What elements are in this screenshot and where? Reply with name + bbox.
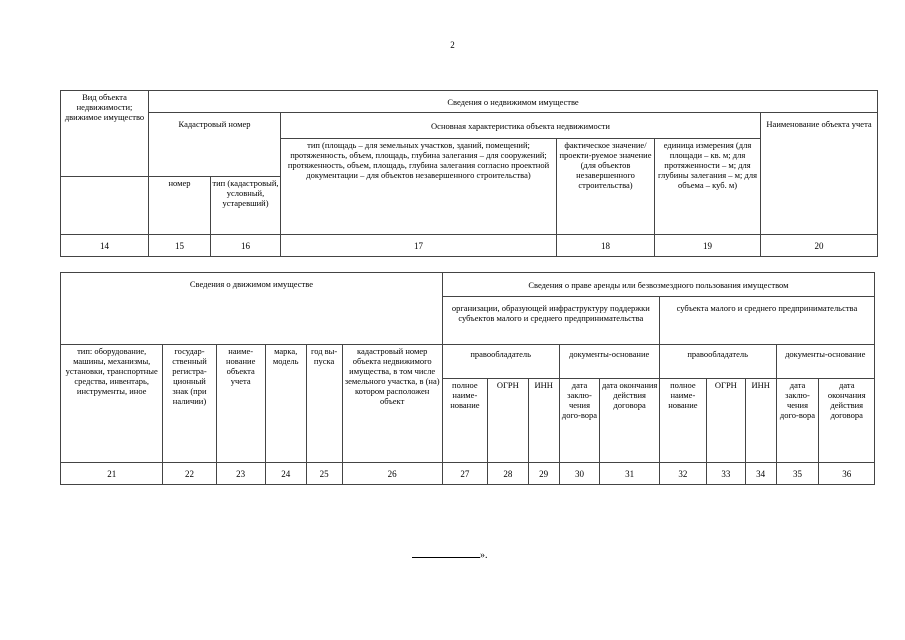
header-contract-date: дата заклю-чения дого-вора [559, 379, 600, 463]
header-sme-subject: субъекта малого и среднего предпринимательства [659, 297, 874, 345]
col-number: 35 [776, 463, 819, 485]
col-number: 22 [163, 463, 216, 485]
col-number: 20 [761, 235, 878, 257]
col-number: 18 [557, 235, 655, 257]
movable-property-table [60, 272, 875, 485]
header-accounting-object-name: Наименование объекта учета [761, 113, 878, 235]
header-main-characteristic: Основная характеристика объекта недвижимости [281, 113, 761, 139]
col-number: 16 [211, 235, 281, 257]
header-documents-org: документы-основание [559, 345, 659, 379]
col-number: 21 [61, 463, 163, 485]
header-documents-subj: документы-основание [776, 345, 875, 379]
col-number: 36 [819, 463, 875, 485]
header-type-area: тип (площадь – для земельных участков, зданий, помещений; протяженность, объем, площадь, глубина залегания – для сооружений; протяженность, объем, площадь, глубина залегания согласно проектной документации – для объектов незавершенного строительства) [281, 139, 557, 235]
header-year: год вы-пуска [306, 345, 342, 463]
closing-quote: ». [480, 550, 488, 561]
col-number: 28 [487, 463, 528, 485]
header-ogrn: ОГРН [487, 379, 528, 463]
col-number: 33 [706, 463, 745, 485]
header-cadastral-number: Кадастровый номер [149, 113, 281, 177]
header-rightholder-subj: правообладатель [659, 345, 776, 379]
header-inn: ИНН [745, 379, 776, 463]
col-number: 27 [442, 463, 487, 485]
header-contract-end: дата окончания действия договора [819, 379, 875, 463]
header-object-type: Вид объекта недвижимости; движимое имущество [61, 91, 149, 177]
col-number: 14 [61, 235, 149, 257]
col-number: 30 [559, 463, 600, 485]
header-inn: ИНН [528, 379, 559, 463]
closing-line [412, 548, 488, 561]
header-cadastral-location: кадастровый номер объекта недвижимого имущества, в том числе земельного участка, в (на) котором расположен объект [342, 345, 442, 463]
header-brand-model: марка, модель [265, 345, 306, 463]
col-number: 15 [149, 235, 211, 257]
col-number: 24 [265, 463, 306, 485]
header-cadastral-type: тип (кадастровый, условный, устаревший) [211, 177, 281, 235]
col-number: 29 [528, 463, 559, 485]
header-unit: единица измерения (для площади – кв. м; для протяженности – м; для глубины залегания – м; для объема – куб. м) [655, 139, 761, 235]
header-lease-info: Сведения о праве аренды или безвозмездного пользования имуществом [442, 273, 874, 297]
header-movable-info: Сведения о движимом имуществе [61, 273, 443, 345]
header-number: номер [149, 177, 211, 235]
header-actual-value: фактическое значение/проекти-руемое значение (для объектов незавершенного строительства) [557, 139, 655, 235]
real-estate-table [60, 90, 878, 257]
header-object-name: наиме-нование объекта учета [216, 345, 265, 463]
col-number: 26 [342, 463, 442, 485]
col-number: 23 [216, 463, 265, 485]
header-ogrn: ОГРН [706, 379, 745, 463]
col-number: 34 [745, 463, 776, 485]
header-contract-end: дата окончания действия договора [600, 379, 659, 463]
page-number: 2 [450, 40, 455, 50]
col-number: 32 [659, 463, 706, 485]
blank-underline [412, 548, 480, 558]
header-rightholder-org: правообладатель [442, 345, 559, 379]
col-number: 19 [655, 235, 761, 257]
header-reg-sign: государ-ственный регистра-ционный знак (при наличии) [163, 345, 216, 463]
header-full-name: полное наиме-нование [659, 379, 706, 463]
header-movable-type: тип: оборудование, машины, механизмы, установки, транспортные средства, инвентарь, инструменты, иное [61, 345, 163, 463]
header-contract-date: дата заклю-чения дого-вора [776, 379, 819, 463]
header-real-estate-info: Сведения о недвижимом имуществе [149, 91, 878, 113]
col-number: 17 [281, 235, 557, 257]
col-number: 31 [600, 463, 659, 485]
header-full-name: полное наиме-нование [442, 379, 487, 463]
col-number: 25 [306, 463, 342, 485]
header-support-organization: организации, образующей инфраструктуру поддержки субъектов малого и среднего предпринимательства [442, 297, 659, 345]
